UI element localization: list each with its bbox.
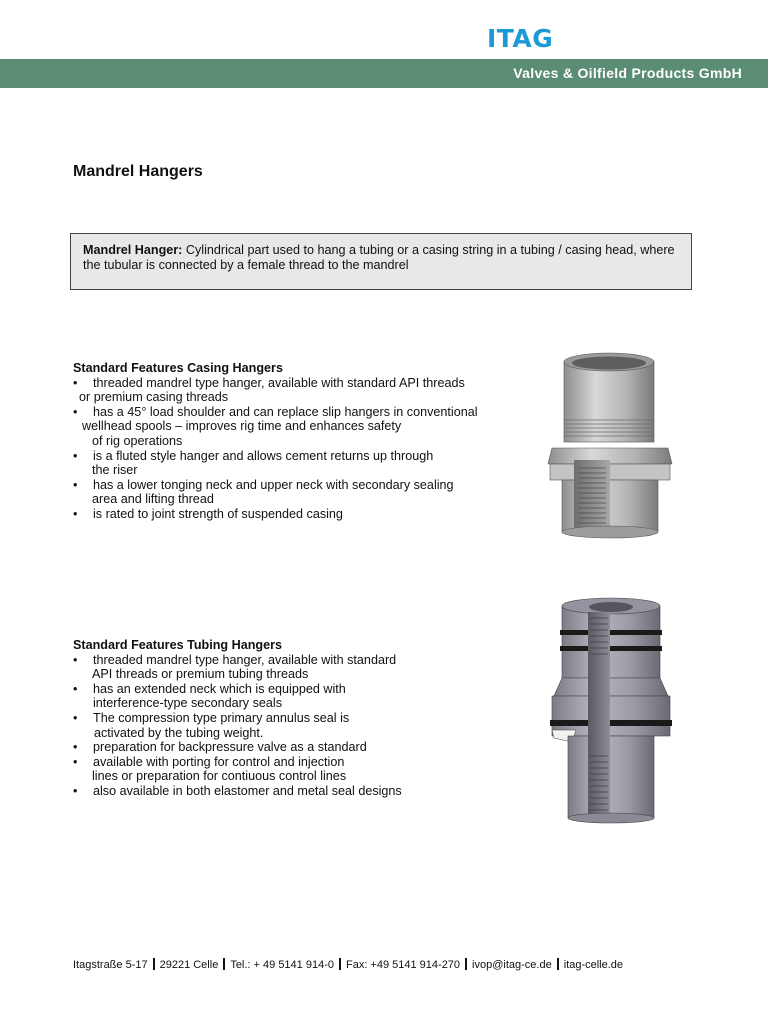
definition-box (70, 233, 692, 290)
list-item-line: has a lower tonging neck and upper neck with secondary sealing (93, 477, 454, 492)
footer-contact (73, 958, 623, 971)
list-item-line: the riser (92, 463, 138, 478)
footer-city: 29221 Celle (159, 959, 219, 971)
footer-divider (153, 958, 155, 970)
list-item-line: The compression type primary annulus seal is (93, 710, 350, 725)
definition-text: Cylindrical part used to hang a tubing or a casing string in a tubing / casing head, where the tubular is connected by a female thread to the mandrel (83, 243, 675, 272)
tubing-features-heading: Standard Features Tubing Hangers (73, 638, 282, 652)
list-item-line: is rated to joint strength of suspended casing (93, 506, 343, 521)
footer-divider (557, 958, 559, 970)
footer-divider (223, 958, 225, 970)
list-item-line: area and lifting thread (92, 492, 214, 507)
list-item-line: has an extended neck which is equipped with (93, 681, 346, 696)
footer-divider (339, 958, 341, 970)
list-item (73, 507, 543, 522)
list-item-line: has a 45° load shoulder and can replace slip hangers in conventional (93, 404, 478, 419)
footer-divider (465, 958, 467, 970)
list-item-line: threaded mandrel type hanger, available with standard (93, 652, 397, 667)
list-item-line: threaded mandrel type hanger, available with standard API threads (93, 375, 465, 390)
list-item (73, 405, 543, 449)
footer-email-link[interactable]: ivop@itag-ce.de (472, 959, 552, 971)
tubing-features-section (73, 638, 493, 799)
list-item (73, 376, 543, 405)
casing-features-section (73, 361, 543, 522)
casing-hanger-illustration (544, 348, 676, 540)
casing-features-list (73, 376, 543, 522)
list-item (73, 755, 493, 784)
itag-logo: ITAG (487, 24, 554, 53)
list-item (73, 478, 543, 507)
tubing-features-list (73, 653, 493, 799)
list-item-line: of rig operations (92, 433, 183, 448)
list-item-line: available with porting for control and injection (93, 754, 345, 769)
tubing-hanger-illustration (546, 596, 676, 824)
page-title: Mandrel Hangers (73, 163, 203, 180)
list-item (73, 740, 493, 755)
list-item (73, 711, 493, 740)
list-item (73, 653, 493, 682)
definition-term: Mandrel Hanger: (83, 243, 183, 257)
list-item-line: preparation for backpressure valve as a standard (93, 740, 367, 755)
list-item-line: is a fluted style hanger and allows cement returns up through (93, 448, 434, 463)
header-band (0, 59, 768, 88)
list-item-line: API threads or premium tubing threads (92, 667, 309, 682)
list-item-line: lines or preparation for contiuous control lines (92, 769, 347, 784)
list-item-line: also available in both elastomer and metal seal designs (93, 783, 402, 798)
list-item-line: activated by the tubing weight. (94, 725, 264, 740)
list-item (73, 784, 493, 799)
list-item (73, 449, 543, 478)
footer-street: Itagstraße 5-17 (73, 959, 148, 971)
company-name: Valves & Oilfield Products GmbH (513, 65, 742, 81)
list-item (73, 682, 493, 711)
footer-fax: Fax: +49 5141 914-270 (345, 959, 461, 971)
list-item-line: interference-type secondary seals (93, 696, 283, 711)
list-item-line: or premium casing threads (79, 390, 229, 405)
footer-website-link[interactable]: itag-celle.de (563, 959, 624, 971)
casing-features-heading: Standard Features Casing Hangers (73, 361, 283, 375)
footer-phone: Tel.: + 49 5141 914-0 (230, 959, 334, 971)
list-item-line: wellhead spools – improves rig time and enhances safety (82, 419, 402, 434)
